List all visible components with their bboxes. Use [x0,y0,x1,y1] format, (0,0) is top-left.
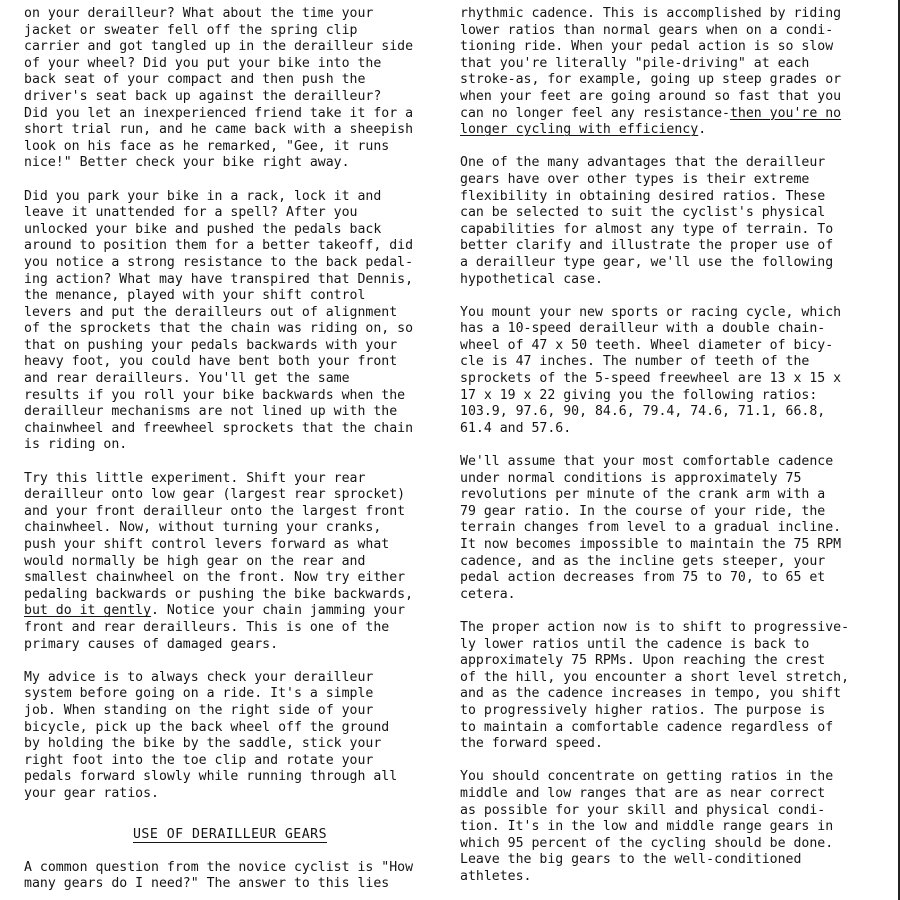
text-line: Did you let an inexperienced friend take it for a [24,105,414,121]
text-line: revolutions per minute of the crank arm with a [460,487,826,503]
text-line: the forward speed. [460,736,603,752]
text-line: to progressively higher ratios. The purpose is [460,702,826,718]
text-line: nice!" Better check your bike right away. [24,155,350,171]
text-line: can be selected to suit the cyclist's physical [460,205,826,221]
paragraph-concentrate [460,769,872,885]
underlined-emphasis: but do it gently [24,603,152,619]
text-line: carrier and got tangled up in the derailleur side [24,39,414,55]
paragraph-derailleur-mishaps [24,6,436,172]
text-line: wheel of 47 x 50 teeth. Wheel diameter of bicy- [460,337,834,353]
text-line: as possible for your skill and physical condi- [460,802,826,818]
text-line: has a 10-speed derailleur with a double chain- [460,321,826,337]
text-line: a derailleur type gear, we'll use the following [460,254,834,270]
text-line: approximately 75 RPMs. Upon reaching the crest [460,653,826,669]
text-line: middle and low ranges that are as near correct [460,785,826,801]
text-line: short trial run, and he came back with a sheepish [24,122,414,138]
text-line: under normal conditions is approximately 75 [460,470,802,486]
text-line: back seat of your compact and then push the [24,72,366,88]
left-column [24,6,436,900]
text-line: the menance, played with your shift control [24,288,366,304]
text-line: front and rear derailleurs. This is one of the [24,619,390,635]
text-line: smallest chainwheel on the front. Now try either [24,570,406,586]
paragraph-gear-ratios [460,305,872,438]
text-line: You mount your new sports or racing cycle, which [460,304,842,320]
text-line: terrain changes from level to a gradual incline. [460,520,842,536]
text-line: capabilities for almost any type of terrain. To [460,221,834,237]
text-line: system before going on a ride. It's a simple [24,686,374,702]
text-line: You should concentrate on getting ratios in the [460,769,834,785]
text-line: hypothetical case. [460,271,603,287]
text-line: chainwheel and freewheel sprockets that the chain [24,420,414,436]
text-line: push your shift control levers forward as what [24,537,390,552]
text-line: derailleur onto low gear (largest rear sprocket) [24,487,406,503]
text-line: 79 gear ratio. In the course of your ride, the [460,503,826,519]
text-line: would normally be high gear on the rear and [24,553,366,569]
text-line: athletes. [460,868,532,884]
text-line: many gears do I need?" The answer to this lies [24,876,390,892]
text-fragment: . [698,122,707,138]
text-line: right foot into the toe clip and rotate your [24,752,374,768]
text-line: better clarify and illustrate the proper use of [460,238,834,254]
text-line: leave it unattended for a spell? After you [24,205,358,221]
text-line: derailleur mechanisms are not lined up with the [24,404,398,420]
text-line: sprockets of the 5-speed freewheel are 13 x 15 x [460,371,842,387]
text-line: 17 x 19 x 22 giving you the following ratios: [460,387,818,403]
text-line: The proper action now is to shift to progressive- [460,619,850,635]
text-line: It now becomes impossible to maintain the 75 RPM [460,537,842,552]
text-line: cetera. [460,586,516,602]
paragraph-bike-rack [24,189,436,455]
text-line: is riding on. [24,437,128,453]
text-line: cadence, and as the incline gets steeper, your [460,553,826,569]
paragraph-cadence [460,454,872,603]
text-line: rhythmic cadence. This is accomplished by riding [460,6,842,21]
text-line: and your front derailleur onto the largest front [24,503,406,519]
text-line: on your derailleur? What about the time your [24,6,374,21]
text-line: One of the many advantages that the derailleur [460,155,826,171]
text-line: of the sprockets that the chain was riding on, so [24,321,414,337]
section-heading: USE OF DERAILLEUR GEARS [132,826,328,842]
text-line: driver's seat back up against the derailleur? [24,88,382,104]
text-line: A common question from the novice cyclist is "How [24,859,414,875]
text-line: that you're literally "pile-driving" at each [460,55,810,71]
text-line-mixed [460,122,872,139]
text-line: stroke-as, for example, going up steep grades or [460,72,842,88]
paragraph-advantages [460,155,872,288]
text-line: We'll assume that your most comfortable cadence [460,454,834,470]
text-line: which 95 percent of the cycling should be done. [460,835,834,851]
text-line: 103.9, 97.6, 90, 84.6, 79.4, 74.6, 71.1, 66.8, [460,404,826,420]
text-fragment: can no longer feel any resistance- [460,105,730,121]
text-line: unlocked your bike and pushed the pedals back [24,221,382,237]
text-line: jacket or sweater fell off the spring clip [24,22,358,38]
text-line: bicycle, pick up the back wheel off the ground [24,719,390,735]
paragraph-advice [24,670,436,803]
text-line: 61.4 and 57.6. [460,420,572,436]
text-line: pedaling backwards or pushing the bike backwards, [24,586,414,602]
text-line: Leave the big gears to the well-conditioned [460,852,802,868]
text-line: Try this little experiment. Shift your rear [24,470,366,486]
text-line: your gear ratios. [24,785,159,801]
text-line: primary causes of damaged gears. [24,636,279,652]
text-line: look on his face as he remarked, "Gee, it runs [24,138,390,154]
text-line: Did you park your bike in a rack, lock it and [24,188,382,204]
text-line: chainwheel. Now, without turning your cranks, [24,520,382,536]
right-column [460,6,872,900]
text-line: by holding the bike by the saddle, stick your [24,736,382,752]
text-line: and as the cadence increases in tempo, you shift [460,686,842,702]
text-line: ly lower ratios until the cadence is back to [460,636,810,652]
paragraph-rhythmic-cadence [460,6,872,139]
text-line: to maintain a comfortable cadence regardless of [460,719,834,735]
text-line: My advice is to always check your derailleur [24,669,374,685]
paragraph-proper-action [460,620,872,753]
text-line: tioning ride. When your pedal action is so slow [460,39,834,55]
text-fragment: . Notice your chain jamming your [151,603,406,619]
text-line: gears have over other types is their extreme [460,171,810,187]
text-line: of the hill, you encounter a short level stretch, [460,669,850,685]
underlined-emphasis: then you're no [729,105,842,121]
text-line: that on pushing your pedals backwards with your [24,337,398,353]
paragraph-common-question [24,860,436,893]
text-line: lower ratios than normal gears when on a condi- [460,22,834,38]
section-heading-wrap [24,827,436,844]
text-line: results if you roll your bike backwards when the [24,387,406,403]
text-line: and rear derailleurs. You'll get the same [24,371,350,387]
text-line-mixed [24,603,436,620]
text-line: pedals forward slowly while running through all [24,769,398,785]
text-line: pedal action decreases from 75 to 70, to 65 et [460,570,826,586]
text-line: flexibility in obtaining desired ratios. These [460,188,826,204]
underlined-emphasis: longer cycling with efficiency [460,122,699,138]
text-line: tion. It's in the low and middle range gears in [460,819,834,835]
text-line: you notice a strong resistance to the back pedal- [24,254,414,270]
paragraph-experiment [24,471,436,654]
text-line: cle is 47 inches. The number of teeth of the [460,354,810,370]
text-line: heavy foot, you could have bent both your front [24,354,398,370]
text-line-mixed [460,106,872,123]
text-line: job. When standing on the right side of your [24,702,374,718]
text-line: around to position them for a better takeoff, did [24,238,414,254]
text-line: of your wheel? Did you put your bike into the [24,55,382,71]
text-line: levers and put the derailleurs out of alignment [24,304,398,320]
text-line: ing action? What may have transpired that Dennis, [24,271,414,287]
text-line: when your feet are going around so fast that you [460,88,842,104]
